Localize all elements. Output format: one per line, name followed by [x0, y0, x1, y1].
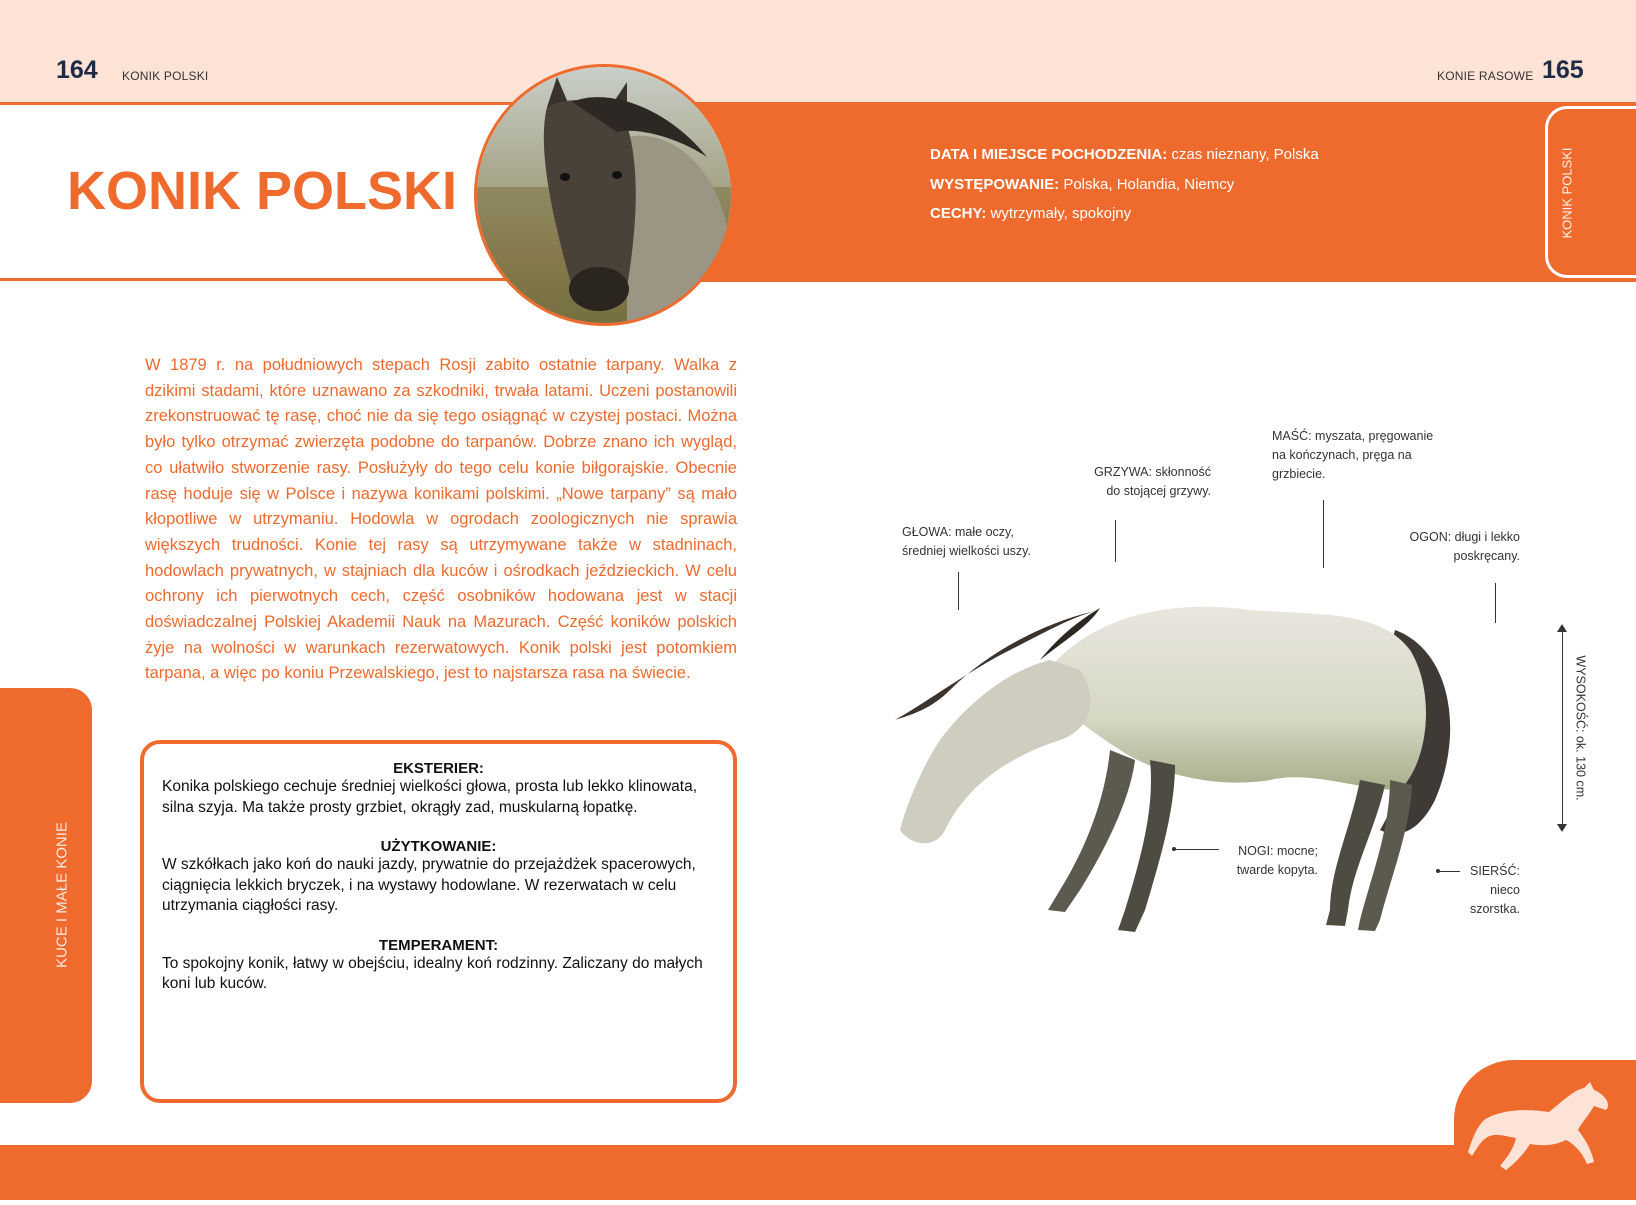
pointer-coat-color	[1323, 500, 1324, 568]
chapter-tab-right-label: KONIK POLSKI	[1559, 147, 1575, 239]
pointer-head	[958, 572, 959, 610]
annotation-coat-color-line3: grzbiecie.	[1272, 467, 1326, 481]
corner-tab	[1454, 1060, 1636, 1200]
left-page-number: 164	[56, 56, 98, 84]
height-arrow-up-icon	[1557, 624, 1567, 632]
annotation-head-line2: średniej wielkości uszy.	[902, 544, 1031, 558]
annotation-legs-line1: NOGI: mocne;	[1238, 844, 1318, 858]
temperament-heading: TEMPERAMENT:	[378, 936, 499, 954]
annotation-coat-color	[1272, 427, 1433, 484]
fact-origin	[930, 140, 1319, 170]
top-band	[0, 0, 1636, 102]
pointer-legs-dot	[1172, 847, 1176, 851]
annotation-hair-line2: nieco	[1490, 883, 1520, 897]
usage-heading: UŻYTKOWANIE:	[380, 838, 497, 855]
facts-block	[930, 140, 1319, 229]
annotation-hair-line1: SIERŚĆ:	[1469, 864, 1520, 878]
fact-origin-label: DATA I MIEJSCE POCHODZENIA:	[930, 146, 1168, 163]
pointer-hair	[1438, 871, 1460, 872]
exterior-heading: EKSTERIER:	[393, 760, 484, 777]
fact-traits-value: wytrzymały, spokojny	[986, 205, 1132, 222]
annotation-tail	[1380, 528, 1520, 566]
annotation-mane	[1093, 463, 1211, 501]
pointer-hair-dot	[1436, 869, 1440, 873]
pointer-mane	[1115, 520, 1116, 562]
temperament-text: To spokojny konik, łatwy w obejściu, idealny koń rodzinny. Zaliczany do małych koni lub kuców.	[162, 954, 703, 992]
annotation-height: WYSOKOŚĆ: ok. 130 cm.	[1573, 655, 1588, 801]
right-page-number: 165	[1542, 56, 1584, 84]
chapter-tab-left-label: KUCE I MAŁE KONIE	[53, 822, 71, 968]
fact-occurrence	[930, 170, 1319, 200]
horse-portrait-photo	[474, 64, 734, 326]
annotation-tail-line1: OGON: długi i lekko	[1409, 530, 1520, 544]
fact-traits-label: CECHY:	[930, 205, 987, 222]
fact-occurrence-label: WYSTĘPOWANIE:	[930, 175, 1060, 193]
left-running-title: KONIK POLSKI	[122, 69, 209, 83]
annotation-mane-line1: GRZYWA: skłonność	[1094, 465, 1211, 479]
right-running-title: KONIE RASOWE	[1437, 69, 1534, 83]
page-title: KONIK POLSKI	[67, 161, 458, 221]
horse-full-body-image	[890, 590, 1510, 960]
running-horse-icon	[1454, 1060, 1636, 1200]
annotation-hair	[1450, 862, 1520, 919]
annotation-head	[902, 523, 1031, 561]
annotation-hair-line3: szorstka.	[1469, 902, 1520, 916]
annotation-coat-color-line1: MAŚĆ: myszata, pręgowanie	[1272, 429, 1434, 443]
fact-occurrence-value: Polska, Holandia, Niemcy	[1059, 175, 1235, 193]
exterior-text: Konika polskiego cechuje średniej wielkości głowa, prosta lub lekko klinowata, silna szyja. Ma także prosty grzbiet, okrągły zad, muskularną łopatkę.	[162, 778, 698, 816]
bottom-band	[0, 1145, 1636, 1200]
annotation-mane-line2: do stojącej grzywy.	[1106, 484, 1211, 498]
body-text: W 1879 r. na południowych stepach Rosji zabito ostatnie tarpany. Walka z dzikimi stadami, które uznawano za szkodniki, trwała latami. Uczeni postanowili zrekonstruować tę rasę, choć nie da się tego osiągnąć w czystej postaci. Można było tylko otrzymać zwierzęta podobne do tarpanów. Dobrze znano ich wygląd, co ułatwiło stworzenie rasy. Posłużyły do tego celu konie biłgorajskie. Obecnie rasę hoduje się w Polsce i nazywa konikami polskimi. „Nowe tarpany” są mało kłopotliwe w utrzymaniu. Hodowla w ogrodach zoologicznych nie sprawia większych trudności. Konie tej rasy są utrzymywane także w stadninach, hodowlach prywatnych, w stajniach dla kuców i ośrodkach jeździeckich. W celu ochrony ich pierwotnych cech, część osobników hodowana jest w stacji doświadczalnej Polskiej Akademii Nauk na Mazurach. Część koników polskich żyje na wolności w warunkach rezerwatowych. Konik polski jest potomkiem tarpana, a więc po koniu Przewalskiego, jest to najstarsza rasa na świecie.	[145, 356, 737, 683]
horse-head-image	[477, 67, 731, 323]
usage-text: W szkółkach jako koń do nauki jazdy, prywatnie do przejażdżek spacerowych, ciągnięcia lekkich bryczek, i na wystawy hodowlane. W rezerwatach w celu utrzymania ciągłości rasy.	[162, 856, 696, 914]
annotation-tail-line2: poskręcany.	[1453, 549, 1520, 563]
pointer-tail	[1495, 583, 1496, 623]
fact-traits	[930, 199, 1319, 229]
fact-origin-value: czas nieznany, Polska	[1167, 146, 1319, 163]
height-arrow-down-icon	[1557, 824, 1567, 832]
breed-info-box	[140, 740, 737, 1103]
chapter-tab-left	[0, 688, 92, 1103]
annotation-legs-line2: twarde kopyta.	[1236, 863, 1318, 877]
annotation-legs	[1228, 842, 1318, 880]
annotation-head-line1: GŁOWA: małe oczy,	[902, 525, 1014, 539]
annotation-coat-color-line2: na kończynach, pręga na	[1272, 448, 1412, 462]
pointer-legs	[1174, 849, 1219, 850]
height-arrow	[1562, 630, 1563, 830]
